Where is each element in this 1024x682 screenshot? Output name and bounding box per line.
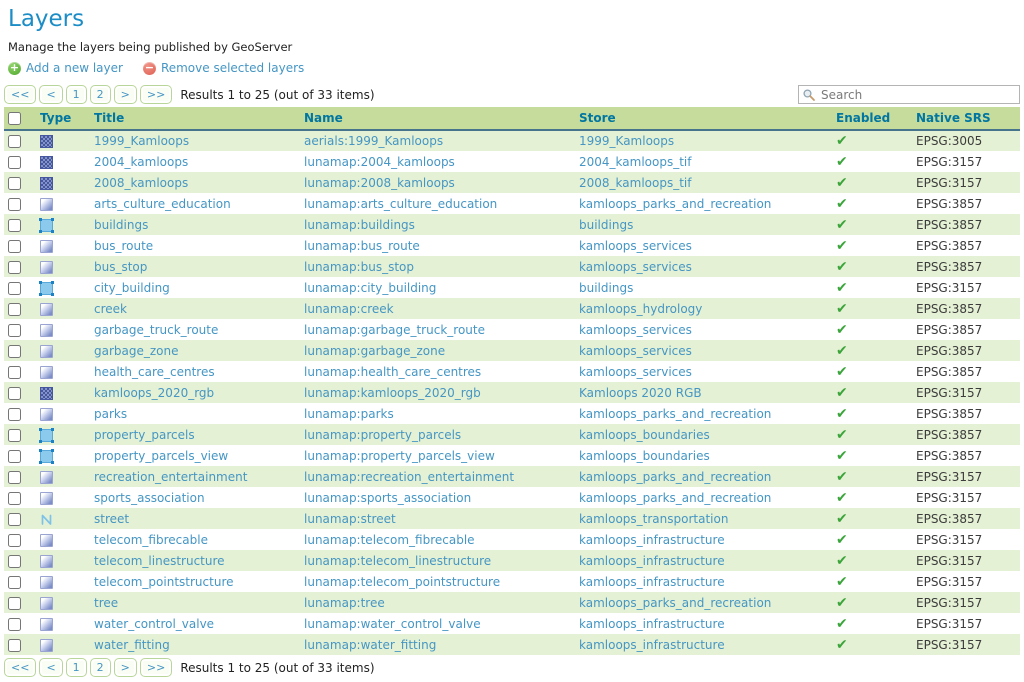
enabled-check-icon: ✔ — [836, 384, 848, 401]
layer-title-link[interactable]: garbage_truck_route — [94, 322, 219, 337]
native-srs-value: EPSG:3857 — [916, 511, 983, 526]
top-pager — [4, 85, 172, 104]
row-checkbox[interactable] — [8, 450, 21, 463]
layer-name-link[interactable]: lunamap:city_building — [304, 280, 437, 295]
table-row — [4, 151, 1020, 172]
table-row — [4, 403, 1020, 424]
layer-store-link[interactable]: kamloops_services — [579, 259, 692, 274]
point-layer-icon — [40, 555, 53, 568]
layer-name-link[interactable]: lunamap:property_parcels_view — [304, 448, 495, 463]
enabled-check-icon: ✔ — [836, 510, 848, 527]
row-checkbox[interactable] — [8, 135, 21, 148]
layer-name-link[interactable]: lunamap:property_parcels — [304, 427, 462, 442]
column-header-type[interactable]: Type — [36, 107, 90, 130]
enabled-check-icon: ✔ — [836, 489, 848, 506]
row-checkbox[interactable] — [8, 156, 21, 169]
layer-name-link[interactable]: lunamap:garbage_truck_route — [304, 322, 485, 337]
native-srs-value: EPSG:3857 — [916, 343, 983, 358]
row-checkbox[interactable] — [8, 261, 21, 274]
row-checkbox[interactable] — [8, 555, 21, 568]
layer-title-link[interactable]: water_control_valve — [94, 616, 215, 631]
enabled-check-icon: ✔ — [836, 468, 848, 485]
layer-store-link[interactable]: kamloops_infrastructure — [579, 637, 725, 652]
layer-title-link[interactable]: telecom_linestructure — [94, 553, 225, 568]
native-srs-value: EPSG:3857 — [916, 448, 983, 463]
layer-store-link[interactable]: kamloops_services — [579, 343, 692, 358]
pager-page-2-button[interactable]: 2 — [90, 85, 111, 104]
layer-store-link[interactable]: buildings — [579, 217, 634, 232]
native-srs-value: EPSG:3157 — [916, 595, 983, 610]
row-checkbox[interactable] — [8, 597, 21, 610]
page-subtitle: Manage the layers being published by GeoServer — [8, 40, 293, 54]
table-row — [4, 592, 1020, 613]
native-srs-value: EPSG:3857 — [916, 406, 983, 421]
native-srs-value: EPSG:3157 — [916, 616, 983, 631]
layer-name-link[interactable]: lunamap:garbage_zone — [304, 343, 446, 358]
row-checkbox[interactable] — [8, 576, 21, 589]
layer-store-link[interactable]: kamloops_infrastructure — [579, 532, 725, 547]
layer-name-link[interactable]: lunamap:kamloops_2020_rgb — [304, 385, 481, 400]
native-srs-value: EPSG:3857 — [916, 217, 983, 232]
enabled-check-icon: ✔ — [836, 615, 848, 632]
layer-title-link[interactable]: street — [94, 511, 130, 526]
enabled-check-icon: ✔ — [836, 363, 848, 380]
raster-layer-icon — [40, 387, 53, 400]
layer-title-link[interactable]: telecom_pointstructure — [94, 574, 234, 589]
polygon-layer-icon — [40, 450, 53, 463]
point-layer-icon — [40, 471, 53, 484]
point-layer-icon — [40, 408, 53, 421]
layer-title-link[interactable]: recreation_entertainment — [94, 469, 248, 484]
layer-title-link[interactable]: arts_culture_education — [94, 196, 231, 211]
layer-name-link[interactable]: lunamap:tree — [304, 595, 385, 610]
layer-store-link[interactable]: kamloops_boundaries — [579, 448, 710, 463]
point-layer-icon — [40, 534, 53, 547]
pager-next-button[interactable]: > — [114, 658, 137, 677]
table-row — [4, 487, 1020, 508]
row-checkbox[interactable] — [8, 219, 21, 232]
point-layer-icon — [40, 597, 53, 610]
layer-store-link[interactable]: kamloops_transportation — [579, 511, 729, 526]
raster-layer-icon — [40, 156, 53, 169]
row-checkbox[interactable] — [8, 513, 21, 526]
layer-name-link[interactable]: lunamap:arts_culture_education — [304, 196, 498, 211]
layer-name-link[interactable]: lunamap:2004_kamloops — [304, 154, 455, 169]
table-row — [4, 529, 1020, 550]
polygon-layer-icon — [40, 282, 53, 295]
bottom-toolbar — [4, 657, 1020, 680]
layer-name-link[interactable]: lunamap:health_care_centres — [304, 364, 482, 379]
layer-name-link[interactable]: lunamap:parks — [304, 406, 394, 421]
layer-name-link[interactable]: lunamap:2008_kamloops — [304, 175, 455, 190]
layer-store-link[interactable]: kamloops_parks_and_recreation — [579, 406, 772, 421]
enabled-check-icon: ✔ — [836, 552, 848, 569]
results-label: Results 1 to 25 (out of 33 items) — [180, 87, 375, 102]
layer-name-link[interactable]: lunamap:telecom_pointstructure — [304, 574, 501, 589]
row-checkbox[interactable] — [8, 639, 21, 652]
search-icon — [802, 88, 816, 102]
layer-name-link[interactable]: lunamap:water_fitting — [304, 637, 437, 652]
column-header-store[interactable]: Store — [575, 107, 832, 130]
pager-last-button[interactable]: >> — [140, 658, 172, 677]
enabled-check-icon: ✔ — [836, 258, 848, 275]
row-checkbox[interactable] — [8, 303, 21, 316]
layer-title-link[interactable]: kamloops_2020_rgb — [94, 385, 215, 400]
row-checkbox[interactable] — [8, 471, 21, 484]
layer-store-link[interactable]: 2008_kamloops_tif — [579, 175, 692, 190]
table-row — [4, 235, 1020, 256]
row-checkbox[interactable] — [8, 534, 21, 547]
enabled-check-icon: ✔ — [836, 447, 848, 464]
layer-name-link[interactable]: lunamap:recreation_entertainment — [304, 469, 515, 484]
native-srs-value: EPSG:3157 — [916, 175, 983, 190]
row-checkbox[interactable] — [8, 408, 21, 421]
layer-title-link[interactable]: bus_route — [94, 238, 154, 253]
layer-title-link[interactable]: health_care_centres — [94, 364, 215, 379]
remove-icon: − — [144, 61, 155, 74]
enabled-check-icon: ✔ — [836, 594, 848, 611]
enabled-check-icon: ✔ — [836, 279, 848, 296]
enabled-check-icon: ✔ — [836, 195, 848, 212]
native-srs-value: EPSG:3005 — [916, 134, 983, 148]
layer-title-link[interactable]: bus_stop — [94, 259, 148, 274]
page-title: Layers — [8, 6, 85, 32]
raster-layer-icon — [40, 135, 53, 148]
polygon-layer-icon — [40, 219, 53, 232]
column-header-title[interactable]: Title — [90, 107, 300, 130]
layer-name-link[interactable]: lunamap:telecom_linestructure — [304, 553, 492, 568]
line-layer-icon — [40, 513, 53, 526]
row-checkbox[interactable] — [8, 366, 21, 379]
enabled-check-icon: ✔ — [836, 405, 848, 422]
pager-next-button[interactable]: > — [114, 85, 137, 104]
table-row — [4, 508, 1020, 529]
row-checkbox[interactable] — [8, 429, 21, 442]
point-layer-icon — [40, 576, 53, 589]
layer-store-link[interactable]: buildings — [579, 280, 634, 295]
enabled-check-icon: ✔ — [836, 342, 848, 359]
layer-name-link[interactable]: lunamap:bus_route — [304, 238, 420, 253]
layer-store-link[interactable]: kamloops_infrastructure — [579, 553, 725, 568]
native-srs-value: EPSG:3157 — [916, 385, 983, 400]
point-layer-icon — [40, 345, 53, 358]
enabled-check-icon: ✔ — [836, 237, 848, 254]
remove-layers-label: Remove selected layers — [160, 61, 305, 75]
row-checkbox[interactable] — [8, 282, 21, 295]
pager-page-1-button[interactable]: 1 — [66, 658, 87, 677]
enabled-check-icon: ✔ — [836, 216, 848, 233]
table-row — [4, 298, 1020, 319]
row-checkbox[interactable] — [8, 198, 21, 211]
point-layer-icon — [40, 324, 53, 337]
native-srs-value: EPSG:3857 — [916, 196, 983, 211]
layer-store-link[interactable]: kamloops_hydrology — [579, 301, 703, 316]
layer-store-link[interactable]: kamloops_services — [579, 322, 692, 337]
layer-title-link[interactable]: telecom_fibrecable — [94, 532, 208, 547]
layer-title-link[interactable]: creek — [94, 301, 127, 316]
layer-store-link[interactable]: 1999_Kamloops — [579, 134, 675, 148]
native-srs-value: EPSG:3857 — [916, 238, 983, 253]
native-srs-value: EPSG:3157 — [916, 280, 983, 295]
layer-title-link[interactable]: buildings — [94, 217, 149, 232]
native-srs-value: EPSG:3157 — [916, 637, 983, 652]
layer-store-link[interactable]: kamloops_parks_and_recreation — [579, 595, 772, 610]
enabled-check-icon: ✔ — [836, 573, 848, 590]
layer-store-link[interactable]: kamloops_infrastructure — [579, 616, 725, 631]
row-checkbox[interactable] — [8, 387, 21, 400]
native-srs-value: EPSG:3857 — [916, 259, 983, 274]
remove-layers-button[interactable] — [143, 61, 304, 75]
layer-store-link[interactable]: Kamloops 2020 RGB — [579, 385, 702, 400]
native-srs-value: EPSG:3857 — [916, 427, 983, 442]
table-row — [4, 256, 1020, 277]
search-box — [798, 85, 1020, 104]
bottom-pager — [4, 658, 172, 677]
table-row — [4, 466, 1020, 487]
raster-layer-icon — [40, 177, 53, 190]
point-layer-icon — [40, 366, 53, 379]
row-checkbox[interactable] — [8, 324, 21, 337]
results-label: Results 1 to 25 (out of 33 items) — [180, 660, 375, 675]
row-checkbox[interactable] — [8, 240, 21, 253]
point-layer-icon — [40, 303, 53, 316]
layer-title-link[interactable]: property_parcels_view — [94, 448, 229, 463]
layer-title-link[interactable]: 1999_Kamloops — [94, 134, 190, 148]
layer-title-link[interactable]: city_building — [94, 280, 170, 295]
table-row — [4, 361, 1020, 382]
table-row — [4, 130, 1020, 151]
native-srs-value: EPSG:3157 — [916, 154, 983, 169]
enabled-check-icon: ✔ — [836, 636, 848, 653]
point-layer-icon — [40, 240, 53, 253]
row-checkbox[interactable] — [8, 492, 21, 505]
table-row — [4, 382, 1020, 403]
pager-page-1-button[interactable]: 1 — [66, 85, 87, 104]
add-layer-label: Add a new layer — [26, 61, 123, 75]
layer-store-link[interactable]: kamloops_infrastructure — [579, 574, 725, 589]
point-layer-icon — [40, 639, 53, 652]
native-srs-value: EPSG:3857 — [916, 364, 983, 379]
column-header-name[interactable]: Name — [300, 107, 575, 130]
native-srs-value: EPSG:3857 — [916, 322, 983, 337]
pager-first-button[interactable]: << — [4, 85, 36, 104]
layer-name-link[interactable]: lunamap:sports_association — [304, 490, 472, 505]
native-srs-value: EPSG:3157 — [916, 553, 983, 568]
layer-name-link[interactable]: aerials:1999_Kamloops — [304, 134, 444, 148]
native-srs-value: EPSG:3157 — [916, 532, 983, 547]
table-row — [4, 319, 1020, 340]
layer-title-link[interactable]: 2008_kamloops — [94, 175, 189, 190]
point-layer-icon — [40, 198, 53, 211]
add-layer-button[interactable] — [8, 61, 123, 75]
layer-title-link[interactable]: tree — [94, 595, 119, 610]
layer-name-link[interactable]: lunamap:water_control_valve — [304, 616, 481, 631]
enabled-check-icon: ✔ — [836, 174, 848, 191]
enabled-check-icon: ✔ — [836, 426, 848, 443]
layer-name-link[interactable]: lunamap:buildings — [304, 217, 415, 232]
enabled-check-icon: ✔ — [836, 300, 848, 317]
table-row — [4, 214, 1020, 235]
layer-store-link[interactable]: kamloops_services — [579, 238, 692, 253]
layer-title-link[interactable]: garbage_zone — [94, 343, 179, 358]
layer-store-link[interactable]: kamloops_parks_and_recreation — [579, 490, 772, 505]
table-row — [4, 340, 1020, 361]
layer-store-link[interactable]: kamloops_parks_and_recreation — [579, 469, 772, 484]
row-checkbox[interactable] — [8, 177, 21, 190]
table-header-row — [4, 107, 1020, 130]
enabled-check-icon: ✔ — [836, 321, 848, 338]
pager-page-2-button[interactable]: 2 — [90, 658, 111, 677]
table-row — [4, 193, 1020, 214]
search-input[interactable] — [798, 85, 1020, 104]
table-row — [4, 424, 1020, 445]
layer-store-link[interactable]: kamloops_parks_and_recreation — [579, 196, 772, 211]
point-layer-icon — [40, 261, 53, 274]
table-row — [4, 172, 1020, 193]
pager-prev-button[interactable]: < — [39, 658, 62, 677]
table-row — [4, 550, 1020, 571]
layer-store-link[interactable]: kamloops_boundaries — [579, 427, 710, 442]
layer-store-link[interactable]: 2004_kamloops_tif — [579, 154, 692, 169]
layer-name-link[interactable]: lunamap:street — [304, 511, 396, 526]
layer-name-link[interactable]: lunamap:telecom_fibrecable — [304, 532, 475, 547]
point-layer-icon — [40, 492, 53, 505]
column-header-enabled[interactable]: Enabled — [832, 107, 912, 130]
enabled-check-icon: ✔ — [836, 531, 848, 548]
layer-name-link[interactable]: lunamap:creek — [304, 301, 394, 316]
layer-name-link[interactable]: lunamap:bus_stop — [304, 259, 414, 274]
top-toolbar — [4, 84, 1020, 107]
layer-store-link[interactable]: kamloops_services — [579, 364, 692, 379]
select-all-checkbox[interactable] — [8, 112, 21, 125]
table-row — [4, 445, 1020, 466]
layer-title-link[interactable]: property_parcels — [94, 427, 195, 442]
point-layer-icon — [40, 618, 53, 631]
table-row — [4, 613, 1020, 634]
native-srs-value: EPSG:3157 — [916, 469, 983, 484]
layer-title-link[interactable]: 2004_kamloops — [94, 154, 189, 169]
actions-bar — [8, 61, 1020, 75]
row-checkbox[interactable] — [8, 345, 21, 358]
native-srs-value: EPSG:3857 — [916, 301, 983, 316]
layer-title-link[interactable]: parks — [94, 406, 128, 421]
layers-table — [4, 107, 1020, 655]
row-checkbox[interactable] — [8, 618, 21, 631]
enabled-check-icon: ✔ — [836, 153, 848, 170]
add-icon: + — [9, 61, 20, 74]
pager-first-button[interactable]: << — [4, 658, 36, 677]
column-header-native-srs[interactable]: Native SRS — [912, 107, 1020, 130]
table-row — [4, 634, 1020, 655]
layer-title-link[interactable]: sports_association — [94, 490, 205, 505]
layer-title-link[interactable]: water_fitting — [94, 637, 170, 652]
table-row — [4, 571, 1020, 592]
pager-prev-button[interactable]: < — [39, 85, 62, 104]
table-row — [4, 277, 1020, 298]
pager-last-button[interactable]: >> — [140, 85, 172, 104]
enabled-check-icon: ✔ — [836, 133, 848, 149]
native-srs-value: EPSG:3157 — [916, 574, 983, 589]
native-srs-value: EPSG:3157 — [916, 490, 983, 505]
polygon-layer-icon — [40, 429, 53, 442]
